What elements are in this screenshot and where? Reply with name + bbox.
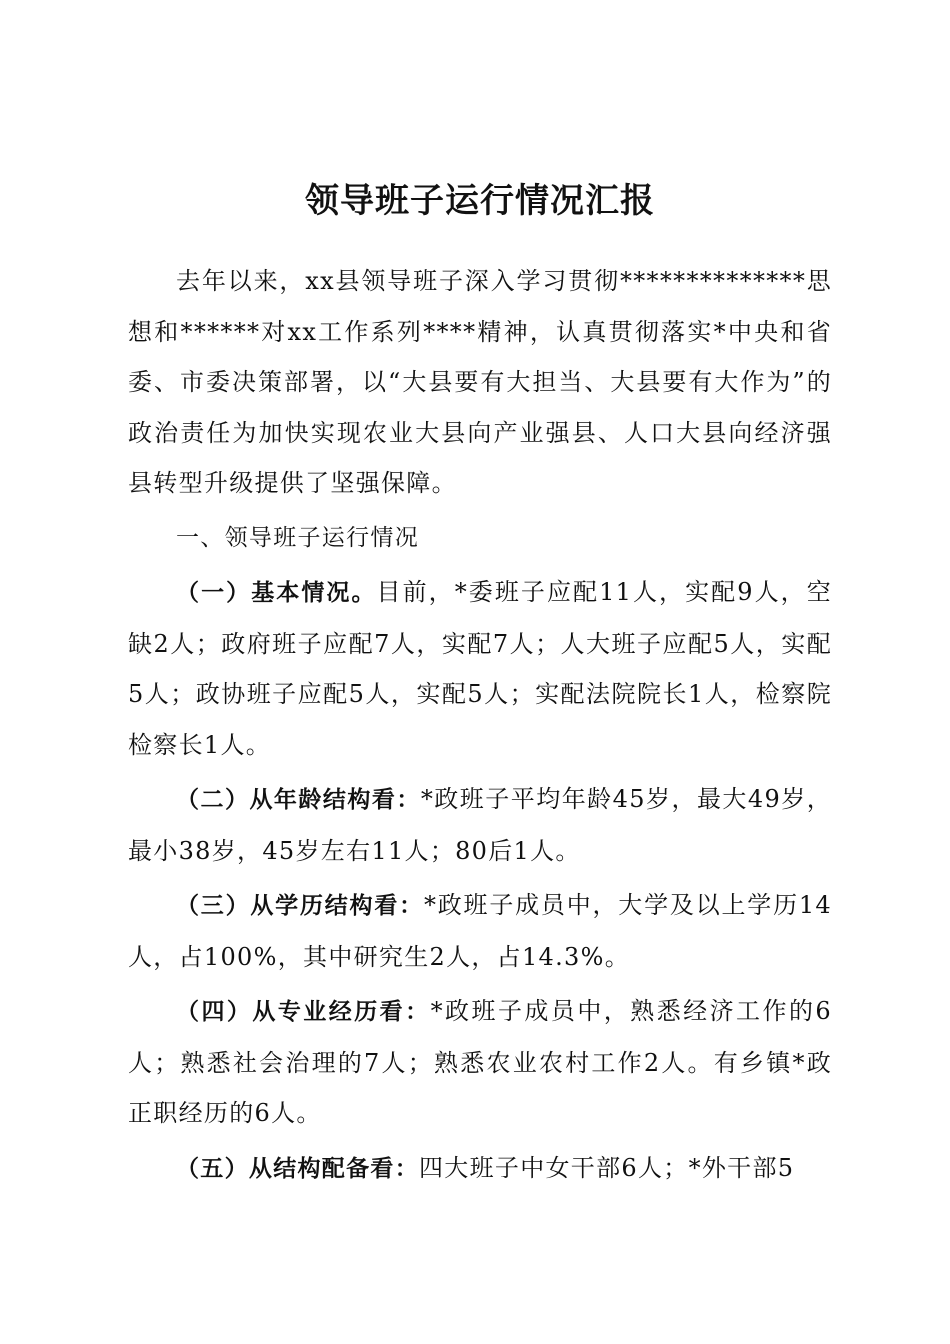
item-paragraph-3 [128, 880, 832, 982]
item-lead: （一）基本情况。 [176, 580, 377, 606]
item-lead: （二）从年龄结构看： [176, 787, 421, 813]
item-lead: （四）从专业经历看： [176, 999, 431, 1025]
item-lead: （三）从学历结构看： [176, 893, 424, 919]
item-paragraph-4 [128, 986, 832, 1139]
item-paragraph-1 [128, 567, 832, 770]
item-text: 四大班子中女干部6人；*外干部5 [419, 1153, 795, 1182]
section-heading: 一、领导班子运行情况 [176, 524, 419, 551]
item-paragraph-5 [128, 1143, 832, 1195]
item-text: *政班子成员中，大学及以上学历14人，占100%，其中研究生2人，占14.3%。 [128, 891, 833, 971]
intro-paragraph: 去年以来，xx县领导班子深入学习贯彻**************思想和******对xx工作系列****精神，认真贯彻落实*中央和省委、市委决策部署，以“大县要有大担当、大县要有大作为”的政治责任为加快实现农业大县向产业强县、人口大县向经济强县转型升级提供了坚强保障。 [128, 267, 832, 497]
item-paragraph-2 [128, 774, 832, 876]
document-body [128, 256, 832, 1198]
item-text: *政班子成员中，熟悉经济工作的6人；熟悉社会治理的7人；熟悉农业农村工作2人。有乡镇*政正职经历的6人。 [128, 997, 832, 1127]
item-text: 目前，*委班子应配11人，实配9人，空缺2人；政府班子应配7人，实配7人；人大班子应配5人，实配5人；政协班子应配5人，实配5人；实配法院院长1人，检察院检察长1人。 [128, 578, 832, 759]
item-text: *政班子平均年龄45岁，最大49岁，最小38岁，45岁左右11人；80后1人。 [128, 785, 832, 865]
item-lead: （五）从结构配备看： [176, 1155, 419, 1182]
document-title: 领导班子运行情况汇报 [305, 181, 655, 221]
